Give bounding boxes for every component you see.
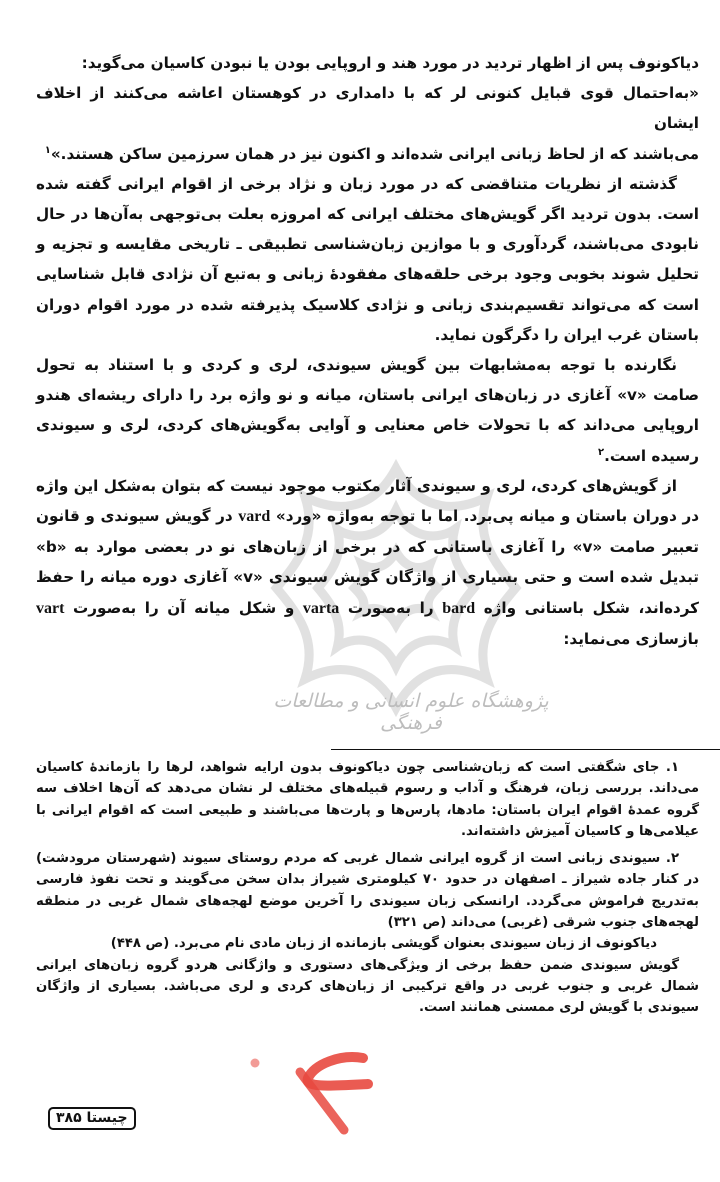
quote-line: دیاکونوف پس از اظهار تردید در مورد هند و اروپایی بودن یا نبودن کاسیان می‌گوید: <box>81 54 699 72</box>
quote-line: می‌باشند که از لحاظ زبانی ایرانی شده‌اند و اکنون نیز در همان سرزمین ساکن هستند.» <box>50 144 699 163</box>
book-page <box>36 0 699 1182</box>
text-segment: و شکل میانه آن را به‌صورت <box>64 598 303 617</box>
latin-term: varta <box>302 599 340 617</box>
footnote-text: جای شگفتی است که زبان‌شناسی چون دیاکونوف بدون ارایه شواهد، لرها را بازماندهٔ کاسیان می‌داند. بررسی زبان، فرهنگ و آداب و رسوم قبیله‌های مختلف لر نشان می‌دهد که آن‌ها اخلاف سه گروه عمدهٔ اقوام ایران باستان: مادها، پارس‌ها و پارت‌ها می‌باشند و طبیعی است که اقوام ایرانی با عیلامی‌ها و کاسیان آمیزش داشته‌اند. <box>36 760 699 839</box>
text-segment: بازسازی می‌نماید: <box>563 629 699 648</box>
handwritten-red-mark-icon <box>240 1050 390 1140</box>
latin-term: vard <box>238 508 271 526</box>
journal-name: چیستا <box>86 1110 128 1126</box>
page-number: ۳۸۵ <box>56 1110 82 1126</box>
watermark-caption: پژوهشگاه علوم انسانی و مطالعات فرهنگی <box>273 690 549 734</box>
latin-term: bard <box>442 599 476 617</box>
text-segment: را به‌صورت <box>339 598 443 617</box>
footnote-number: ۲. <box>665 851 679 867</box>
footnote-number: ۱. <box>665 760 679 775</box>
paragraph-quote <box>36 48 699 169</box>
footnote-ref[interactable]: ۲ <box>597 446 605 458</box>
latin-term: vart <box>36 599 65 617</box>
footnote-2-note: گویش سیوندی ضمن حفظ برخی از ویژگی‌های دستوری و واژگانی هردو گروه زبان‌های ایرانی شمال غربی و جنوب غربی در واقع ترکیبی از زبان‌های کردی و لری می‌باشد. بسیاری از واژگان سیوندی با گویش لری ممسنی همانند است. <box>36 957 699 1016</box>
paragraph-text: نگارنده با توجه به‌مشابهات بین گویش سیوندی، لری و کردی و با استناد به تحول صامت «v» آغازی در زبان‌های ایرانی باستان، میانه و نو واژه برد را دارای ریشه‌ای هندو اروپایی می‌داند که با تحولات خاص معنایی و آوایی به‌گویش‌های کردی، لری و سیوندی رسیده است. <box>36 356 699 465</box>
footnote-ref[interactable]: ۱ <box>44 144 51 156</box>
quote-line: «به‌احتمال قوی قبایل کنونی لر که با دامداری در کوهستان اعاشه می‌کنند از اخلاف ایشان <box>36 84 699 133</box>
page-number-badge <box>48 1107 136 1130</box>
footnote-text: سیوندی زبانی است از گروه ایرانی شمال غربی که مردم روستای سیوند (شهرستان مرودشت) در کنار جاده شیراز ـ اصفهان در حدود ۷۰ کیلومتری شیراز بدان سخن می‌گویند و تحت نفوذ فارسی به‌تدریج فراموش می‌گردد. ارانسکی زبان سیوندی را آخرین موضع لهجه‌های شمال غربی در منطقه لهجه‌های جنوب شرقی (غربی) می‌داند (ص ۳۲۱) <box>36 851 699 931</box>
footnote-2-note: دیاکونوف از زبان سیوندی بعنوان گویشی بازمانده از زبان مادی نام می‌برد. (ص ۴۴۸) <box>110 936 657 952</box>
main-text <box>36 48 699 654</box>
footnote-1 <box>36 757 699 842</box>
footnote-2 <box>36 848 699 933</box>
paragraph <box>36 350 699 471</box>
text-segment: در گویش سیوندی و قانون تعبیر صامت «v» را آغازی باستانی که در برخی از زبان‌های نو در بعضی موارد به «b» تبدیل شده است و حتی بسیاری از واژگان گویش سیوندی «v» آغازی دوره میانه را حفظ کرده‌اند، شکل باستانی واژه <box>36 507 699 617</box>
text-segment: از گویش‌های کردی، لری و سیوندی آثار مکتوب موجود نیست که بتوان به‌شکل این واژه در دوران باستان و میانه پی‌برد. اما با توجه به‌واژه «ورد» <box>36 476 699 526</box>
footnote-divider <box>331 749 720 750</box>
paragraph: گذشته از نظریات متناقضی که در مورد زبان و نژاد برخی از اقوام ایرانی گفته شده است. بدون تردید اگر گویش‌های مختلف ایرانی که امروزه بعلت بی‌توجهی به‌آن‌ها در حال نابودی می‌باشند، گردآوری و با موازین زبان‌شناسی تطبیقی ـ تاریخی مقایسه و تجزیه و تحلیل شوند بخوبی وجود برخی حلقه‌های مفقودهٔ زبانی و به‌تبع آن نژادی قابل شناسایی است که می‌تواند تقسیم‌بندی زبانی و نژادی کلاسیک پذیرفته شده در مورد اقوام دوران باستان غرب ایران را دگرگون نماید. <box>36 174 699 344</box>
footnotes <box>36 757 699 1019</box>
paragraph <box>36 471 699 654</box>
